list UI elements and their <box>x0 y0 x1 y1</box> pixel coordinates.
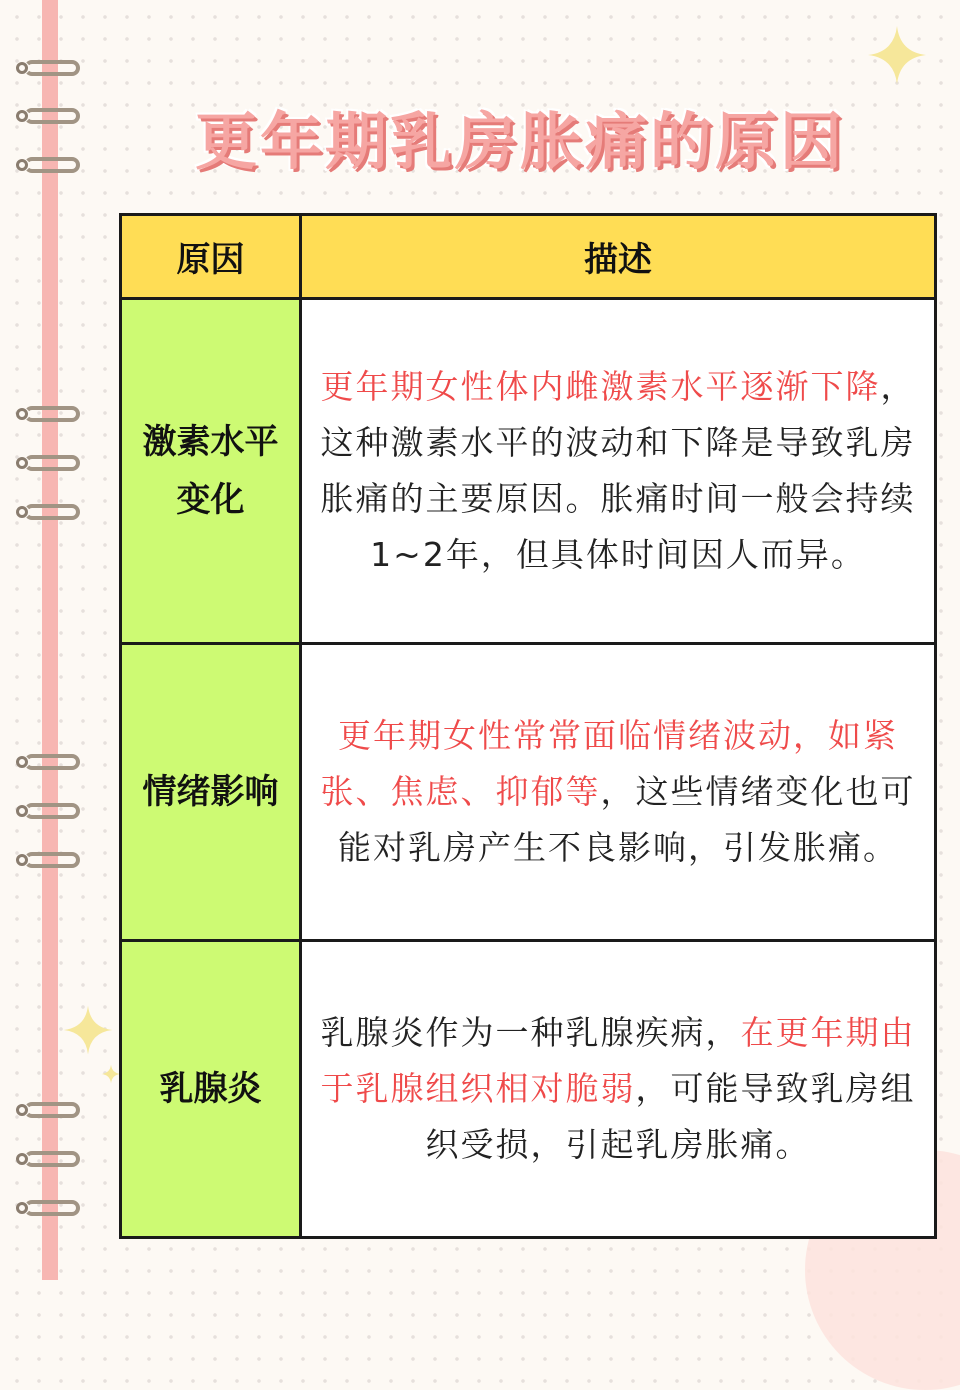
description-highlight: 更年期女性体内雌激素水平逐渐下降 <box>320 367 881 406</box>
cause-cell <box>121 644 301 941</box>
notebook-ring-icon <box>14 752 78 772</box>
description-text: ，这种激素水平的波动和下降是导致乳房胀痛的主要原因。胀痛时间一般会持续1~2年，但具体时间因人而异。 <box>320 367 916 574</box>
notebook-ring-icon <box>14 801 78 821</box>
notebook-ring-icon <box>14 1198 78 1218</box>
notebook-ring-icon <box>14 1149 78 1169</box>
description-highlight: 更年期女性常常面临情绪波动，如紧张、焦虑、抑郁等 <box>320 716 898 811</box>
notebook-ring-icon <box>14 850 78 870</box>
header-cause: 原因 <box>121 215 301 299</box>
notebook-ring-icon <box>14 106 78 126</box>
cause-text: 情绪影响 <box>142 772 279 812</box>
header-description: 描述 <box>301 215 936 299</box>
cause-cell <box>121 941 301 1238</box>
sparkle-icon <box>62 1004 114 1056</box>
causes-table <box>119 213 937 1239</box>
sparkle-icon <box>101 1064 121 1084</box>
description-text: ，这些情绪变化也可能对乳房产生不良影响，引发胀痛。 <box>338 772 916 867</box>
description-text: ，可能导致乳房组织受损，引起乳房胀痛。 <box>425 1069 916 1164</box>
description-cell <box>301 299 936 644</box>
table-header-row <box>121 215 936 299</box>
cause-cell <box>121 299 301 644</box>
table-row <box>121 299 936 644</box>
cause-text: 乳腺炎 <box>159 1069 262 1109</box>
description-highlight: 在更年期由于乳腺组织相对脆弱 <box>320 1013 916 1108</box>
notebook-ring-icon <box>14 404 78 424</box>
cause-text: 激素水平 变化 <box>142 422 279 520</box>
notebook-ring-icon <box>14 453 78 473</box>
sparkle-icon <box>866 24 928 86</box>
notebook-ring-icon <box>14 155 78 175</box>
notebook-ring-icon <box>14 1100 78 1120</box>
notebook-ring-icon <box>14 58 78 78</box>
notebook-ring-icon <box>14 502 78 522</box>
description-cell <box>301 644 936 941</box>
description-cell <box>301 941 936 1238</box>
table-row <box>121 644 936 941</box>
table-row <box>121 941 936 1238</box>
notebook-spine <box>42 0 58 1280</box>
description-text: 乳腺炎作为一种乳腺疾病， <box>320 1013 741 1052</box>
page-title: 更年期乳房胀痛的原因 <box>194 105 845 178</box>
